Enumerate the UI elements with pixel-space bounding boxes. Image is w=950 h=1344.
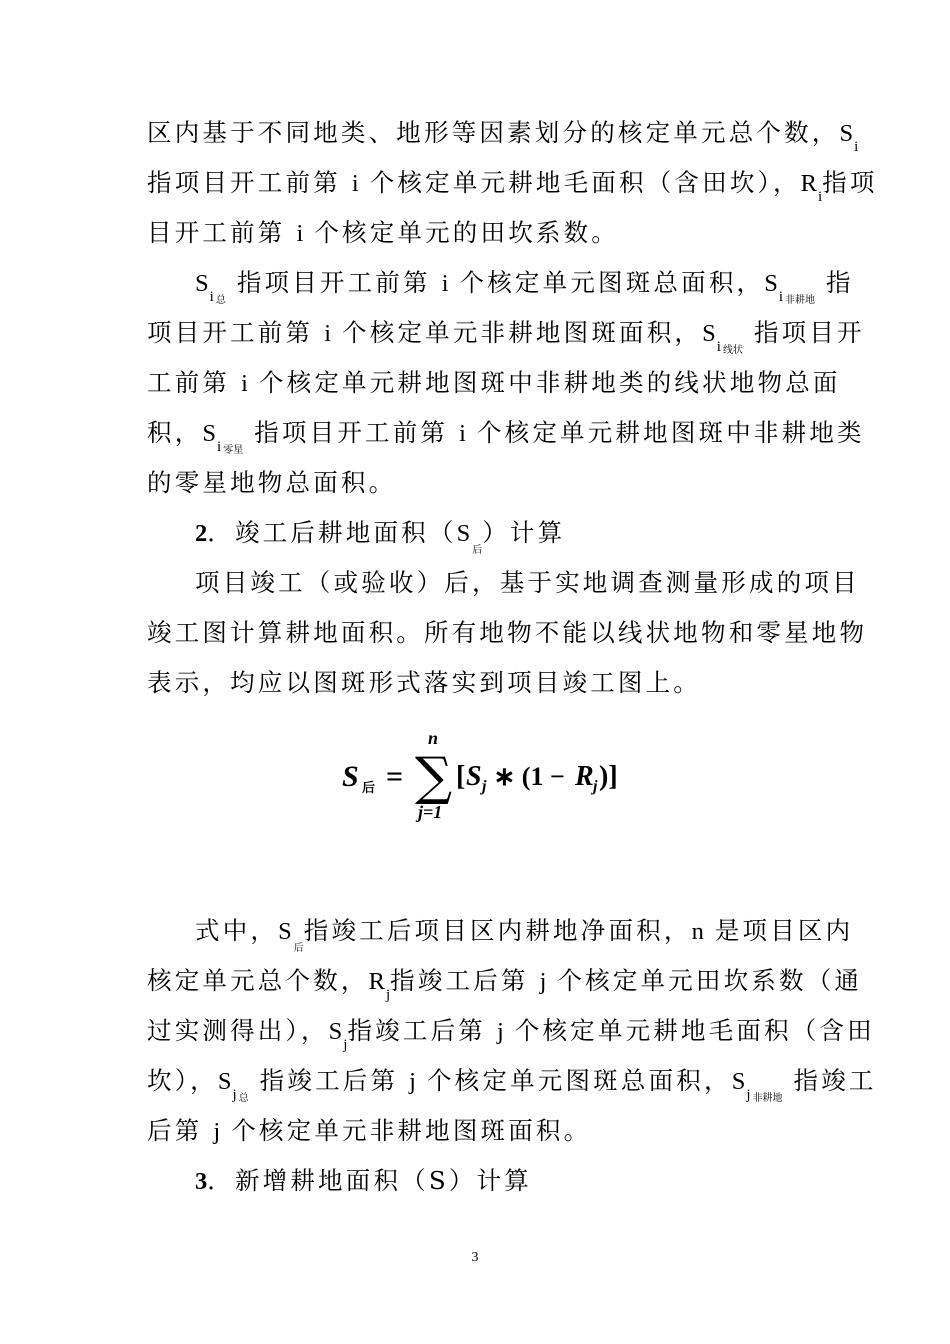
variable-j: j <box>496 1018 504 1045</box>
variable-i: i <box>241 370 248 397</box>
text-span: 式中， <box>195 916 279 945</box>
text-line <box>147 616 867 650</box>
subscript-label: 总 <box>238 1093 249 1104</box>
text-span: 指 <box>826 268 854 297</box>
text-span: 表示，均应以图斑形式落实到项目竣工图上。 <box>147 668 701 697</box>
formula-bracket-close: )] <box>599 761 618 792</box>
formula-subscript-j: j <box>593 778 598 795</box>
text-line <box>147 416 865 456</box>
variable-S: S <box>839 120 854 147</box>
text-span: 个核定单元图斑总面积， <box>459 268 765 297</box>
subscript-i: i <box>217 439 222 455</box>
variable-i: i <box>459 420 466 447</box>
text-span: 核定单元总个数， <box>147 966 369 995</box>
text-span: 竣工图计算耕地面积。所有地物不能以线状地物和零星地物 <box>147 618 868 647</box>
text-span: 指项目开工前第 <box>236 268 431 297</box>
text-line <box>147 1114 591 1149</box>
subscript-j: j <box>232 1087 237 1103</box>
subscript-label: 总 <box>215 295 226 306</box>
text-line <box>147 366 841 401</box>
formula <box>340 728 630 828</box>
text-line <box>195 266 854 306</box>
variable-i: i <box>441 270 449 297</box>
text-span: 后第 <box>147 1116 203 1145</box>
variable-j: j <box>409 1068 416 1095</box>
subscript-i: i <box>778 289 784 305</box>
text-span: 项目竣工（或验收）后，基于实地调查测量形成的项目 <box>195 568 860 597</box>
text-span: 区内基于不同地类、地形等因素划分的核定单元总个数， <box>147 118 840 147</box>
formula-subscript-j: j <box>482 778 487 795</box>
text-span: 指竣工后第 <box>390 966 529 995</box>
subscript-label: 非耕地 <box>785 295 816 306</box>
text-span: 个核定单元耕地毛面积（含田 <box>514 1016 875 1045</box>
variable-i: i <box>324 320 332 347</box>
text-line <box>147 316 865 356</box>
text-line <box>147 1014 875 1052</box>
formula-lhs: S <box>342 760 359 793</box>
variable-n: n <box>691 918 704 945</box>
text-span: 过实测得出）， <box>147 1016 329 1045</box>
text-span: 指竣工 <box>793 1066 877 1095</box>
text-line <box>147 666 701 700</box>
text-line <box>147 216 619 251</box>
section-heading <box>195 1164 532 1199</box>
variable-j: j <box>213 1118 221 1145</box>
text-span: 指项目开工前第 <box>147 168 341 197</box>
text-span: 个核定单元耕地图斑中非耕地类的线状地物总面 <box>258 368 841 397</box>
variable-S: S <box>202 420 217 447</box>
heading-text: ．竣工后耕地面积（ <box>207 518 457 547</box>
text-line <box>195 914 853 954</box>
subscript-i: i <box>716 339 721 355</box>
text-line <box>147 1064 877 1104</box>
variable-S: S <box>278 918 292 945</box>
formula-equals: = <box>386 760 404 793</box>
text-span: 个核定单元田坎系数（通 <box>557 966 863 995</box>
heading-number: 2 <box>195 520 208 547</box>
variable-S: S <box>764 270 778 297</box>
text-span: 个核定单元图斑总面积， <box>426 1066 732 1095</box>
variable-S: S <box>456 520 471 547</box>
text-span: 个核定单元非耕地图斑面积， <box>342 318 703 347</box>
text-span: 是项目区内 <box>714 916 854 945</box>
text-span: 个核定单元的田坎系数。 <box>314 218 620 247</box>
subscript-j: j <box>343 1037 348 1053</box>
heading-number: 3 <box>195 1168 208 1195</box>
text-span: 积， <box>147 418 203 447</box>
heading-text: ）计算 <box>482 518 566 547</box>
text-span: 指项目开工前第 <box>254 418 449 447</box>
subscript-j: j <box>746 1087 751 1103</box>
text-line <box>147 466 396 500</box>
text-span: 个核定单元耕地毛面积（含田坎）， <box>369 168 801 197</box>
section-heading <box>195 516 565 556</box>
text-span: 工前第 <box>147 368 231 397</box>
subscript-label: 线状 <box>722 345 743 356</box>
formula-lhs-subscript: 后 <box>362 781 376 796</box>
text-span: 指竣工后第 <box>347 1016 486 1045</box>
text-span: 的零星地物总面积。 <box>147 468 397 497</box>
formula-S: S <box>466 761 482 792</box>
formula-R: R <box>575 761 594 792</box>
variable-j: j <box>539 968 547 995</box>
variable-i: i <box>296 220 304 247</box>
variable-S: S <box>731 1068 746 1095</box>
text-span: 指竣工后第 <box>259 1066 399 1095</box>
text-span: 个核定单元非耕地图斑面积。 <box>231 1116 592 1145</box>
subscript-label: 零星 <box>223 445 244 456</box>
heading-text: ．新增耕地面积（S）计算 <box>207 1166 532 1195</box>
text-span: 指竣工后项目区内耕地净面积， <box>303 916 692 945</box>
subscript-i: i <box>818 189 823 205</box>
subscript-i: i <box>209 289 214 305</box>
variable-R: R <box>800 170 818 197</box>
subscript-label: 后 <box>293 943 304 954</box>
formula-upper-limit: n <box>428 728 439 748</box>
formula-times: ∗ (1 − <box>487 762 572 791</box>
variable-S: S <box>195 270 209 297</box>
variable-S: S <box>328 1018 343 1045</box>
text-span: 指项目开 <box>753 318 865 347</box>
text-line <box>147 116 858 154</box>
formula-lower-limit: j=1 <box>418 802 443 822</box>
text-span: 项目开工前第 <box>147 318 314 347</box>
text-span: 坎）， <box>147 1066 218 1095</box>
text-span: 指项 <box>822 168 878 197</box>
variable-S: S <box>217 1068 232 1095</box>
variable-S: S <box>702 320 716 347</box>
subscript-j: j <box>385 987 391 1003</box>
variable-i: i <box>351 170 359 197</box>
subscript-label: 后 <box>472 545 483 556</box>
text-line <box>147 166 878 204</box>
text-span: 个核定单元耕地图斑中非耕地类 <box>476 418 865 447</box>
text-line <box>147 964 862 1002</box>
subscript-label: 非耕地 <box>752 1093 783 1104</box>
formula-bracket-open: [ <box>456 761 466 792</box>
formula-sigma: ∑ <box>415 747 453 807</box>
text-span: 目开工前第 <box>147 218 286 247</box>
variable-R: R <box>368 968 385 995</box>
page-number: 3 <box>471 1250 479 1265</box>
text-line <box>195 566 860 600</box>
subscript-i: i <box>854 139 859 155</box>
